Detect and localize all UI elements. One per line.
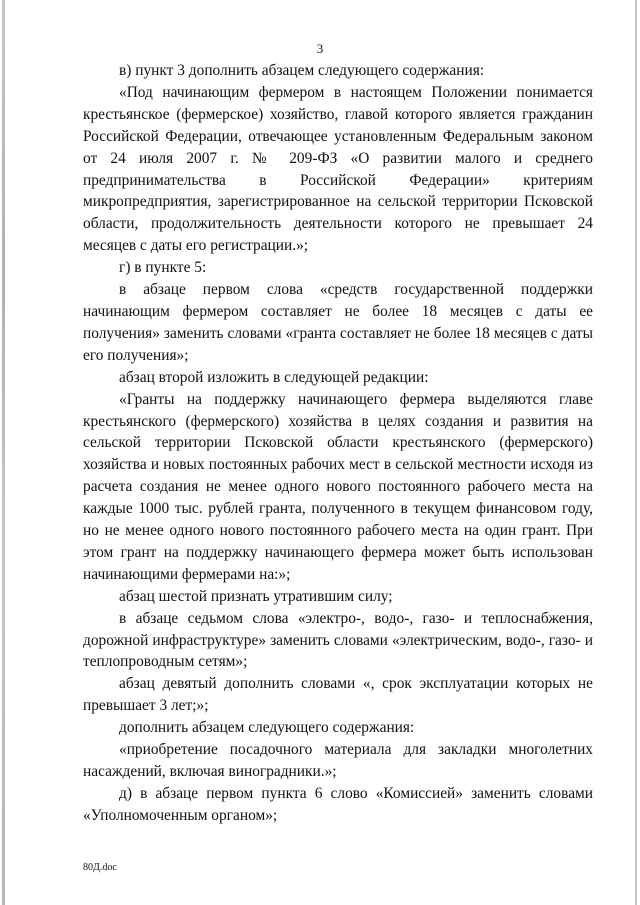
document-body [83, 60, 593, 827]
paragraph-first-abzac-change: в абзаце первом слова «средств государственной поддержки начинающим фермером составляет не более 18 месяцев с даты ее получения» заменить словами «гранта составляет не более 18 месяцев с даты его получения»; [83, 281, 593, 364]
paragraph-item-v: в) пункт 3 дополнить абзацем следующего содержания: [119, 62, 485, 79]
footer-filename: 80Д.doc [83, 862, 117, 873]
scan-edge-left [2, 0, 5, 905]
paragraph-sixth-abzac-void: абзац шестой признать утратившим силу; [119, 587, 393, 605]
paragraph-planting-material: «приобретение посадочного материала для закладки многолетних насаждений, включая виноградники.»; [83, 741, 593, 780]
paragraph-second-abzac-new-wording: абзац второй изложить в следующей редакции: [119, 368, 429, 386]
paragraph-grants-text: «Гранты на поддержку начинающего фермера выделяются главе крестьянского (фермерского) хозяйства в целях создания и развития на сельской территории Псковской области крестьянского (фермерского) хозяйства и новых постоянных рабочих мест в сельской местности исходя из расчета создания не менее одного нового постоянного рабочего места на каждые 1000 тыс. рублей гранта, полученного в текущем финансовом году, но не менее одного нового постоянного рабочего места на один грант. При этом грант на поддержку начинающего фермера может быть использован начинающими фермерами на:»; [83, 390, 593, 583]
paragraph-beginning-farmer-definition: «Под начинающим фермером в настоящем Положении понимается крестьянское (фермерское) хозяйство, главой которого является гражданин Российской Федерации, отвечающее установленным Федеральным законом от 24 июля 2007 г. № 209-ФЗ «О развитии малого и среднего предпринимательства в Российской Федерации» критериям микропредприятия, зарегистрированное на сельской территории Псковской области, продолжительность деятельности которого не превышает 24 месяцев с даты его регистрации.»; [83, 83, 593, 255]
paragraph-add-abzac: дополнить абзацем следующего содержания: [119, 719, 415, 737]
paragraph-item-g: г) в пункте 5: [119, 259, 207, 277]
paragraph-item-d: д) в абзаце первом пункта 6 слово «Комиссией» заменить словами «Уполномоченным органом»; [83, 784, 593, 824]
page-number: 3 [316, 41, 324, 56]
scan-edge-right [635, 0, 637, 905]
paragraph-ninth-abzac-addition: абзац девятый дополнить словами «, срок эксплуатации которых не превышает 3 лет;»; [83, 675, 593, 715]
paragraph-seventh-abzac-change: в абзаце седьмом слова «электро-, водо-, газо- и теплоснабжения, дорожной инфраструктуре» заменить словами «электрическим, водо-, газо- и теплопроводным сетям»; [83, 609, 593, 671]
